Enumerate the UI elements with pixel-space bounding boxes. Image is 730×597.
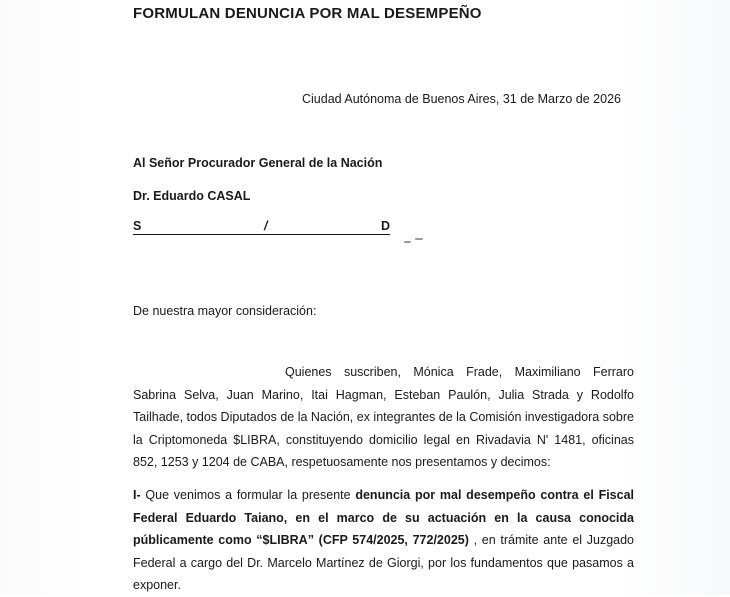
scan-mark xyxy=(415,238,423,240)
sd-s: S xyxy=(133,219,142,233)
paragraph-2 xyxy=(133,484,634,597)
paragraph-1: Quienes suscriben, Mónica Frade, Maximiliano Ferraro Sabrina Selva, Juan Marino, Itai Hagman, Esteban Paulón, Julia Strada y Rodolfo Tailhade, todos Diputados de la Nación, ex integrantes de la Comisión investigadora sobre la Criptomoneda $LIBRA, constituyendo domicilio legal en Rivadavia N' 1481, oficinas 852, 1253 y 1204 de CABA, respetuosamente nos presentamos y decimos: xyxy=(133,365,634,469)
paragraph-2-rest: , en trámite ante el Juzgado Federal a cargo del Dr. Marcelo Martínez de Giorgi, por los fundamentos que pasamos a exponer. xyxy=(133,533,635,592)
paragraph-2-bold: denuncia por mal desempeño contra el Fiscal Federal Eduardo Taiano, en el marco de su actuación en la causa conocida públicamente como “$LIBRA” (CFP 574/2025, 772/2025) xyxy=(133,488,634,547)
date-line: Ciudad Autónoma de Buenos Aires, 31 de Marzo de 2026 xyxy=(302,92,621,106)
sd-slash: / xyxy=(264,219,268,233)
sd-d: D xyxy=(380,219,390,233)
paragraph-2-label: I- xyxy=(133,488,141,502)
scan-mark xyxy=(404,241,411,243)
recipient-line-2: Dr. Eduardo CASAL xyxy=(133,189,251,203)
document-title: FORMULAN DENUNCIA POR MAL DESEMPEÑO xyxy=(133,5,482,22)
recipient-line-1: Al Señor Procurador General de la Nación xyxy=(133,156,383,170)
paragraph-2-intro: Que venimos a formular la presente xyxy=(140,488,356,502)
sd-line xyxy=(133,219,390,235)
greeting: De nuestra mayor consideración: xyxy=(133,304,317,318)
